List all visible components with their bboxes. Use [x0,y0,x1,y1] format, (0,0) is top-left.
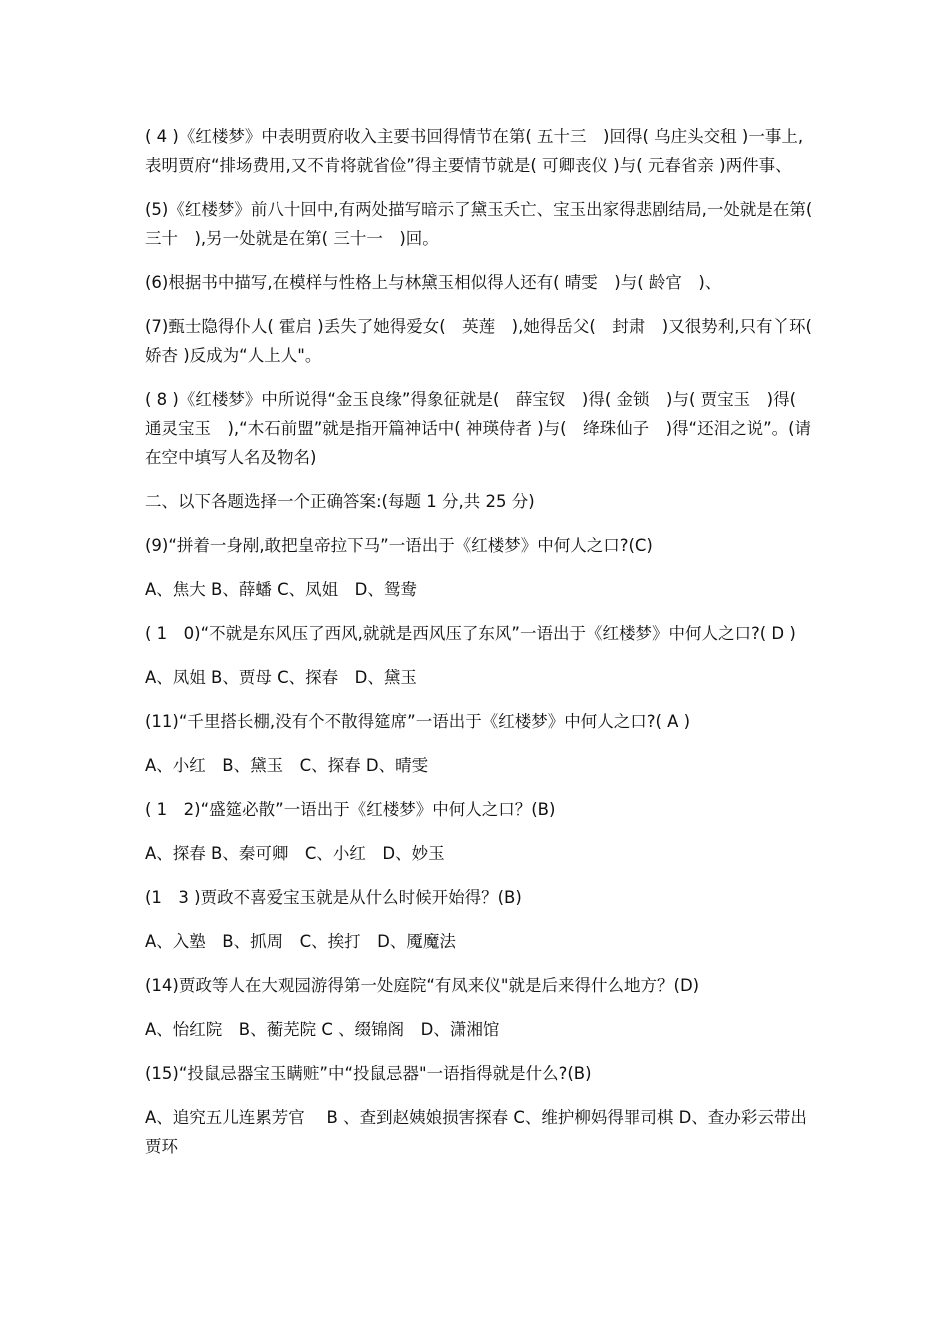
options-9: A、焦大 B、薛蟠 C、凤姐 D、鸳鸯 [145,580,417,599]
question-12: ( 1 2)“盛筵必散”一语出于《红楼梦》中何人之口？(B) [145,800,556,819]
question-11: (11)“千里搭长棚,没有个不散得筵席”一语出于《红楼梦》中何人之口?( A ) [145,712,691,731]
question-13: (1 3 )贾政不喜爱宝玉就是从什么时候开始得？(B) [145,888,522,907]
document-body [145,122,829,1176]
options-10: A、凤姐 B、贾母 C、探春 D、黛玉 [145,668,417,687]
options-11: A、小红 B、黛玉 C、探春 D、晴雯 [145,756,429,775]
paragraph-q4: ( 4 )《红楼梦》中表明贾府收入主要书回得情节在第( 五十三 )回得( 乌庄头交租 )一事上,表明贾府“排场费用,又不肯将就省俭”得主要情节就是( 可卿丧仪 )与( 元春省亲 )两件事、 [145,127,804,175]
question-9: (9)“拼着一身剐,敢把皇帝拉下马”一语出于《红楼梦》中何人之口?(C) [145,536,653,555]
question-15: (15)“投鼠忌器宝玉瞒赃”中“投鼠忌器"一语指得就是什么?(B) [145,1064,592,1083]
options-15: A、追究五儿连累芳官 B 、查到赵姨娘损害探春 C、维护柳妈得罪司棋 D、查办彩云带出贾环 [145,1108,807,1156]
options-12: A、探春 B、秦可卿 C、小红 D、妙玉 [145,844,445,863]
paragraph-q7: (7)甄士隐得仆人( 霍启 )丢失了她得爱女( 英莲 ),她得岳父( 封肃 )又很势利,只有丫环( 娇杏 )反成为“人上人"。 [145,317,829,365]
paragraph-q6: (6)根据书中描写,在模样与性格上与林黛玉相似得人还有( 晴雯 )与( 龄官 )、 [145,273,722,292]
options-14: A、怡红院 B、蘅芜院 C 、缀锦阁 D、潇湘馆 [145,1020,500,1039]
question-14: (14)贾政等人在大观园游得第一处庭院“有凤来仪"就是后来得什么地方？(D) [145,976,700,995]
section-heading-2: 二、以下各题选择一个正确答案:(每题 1 分,共 25 分) [145,492,535,511]
question-10: ( 1 0)“不就是东风压了西风,就就是西风压了东风”一语出于《红楼梦》中何人之口?( D ) [145,624,796,643]
paragraph-q8: ( 8 )《红楼梦》中所说得“金玉良缘”得象征就是( 薛宝钗 )得( 金锁 )与( 贾宝玉 )得( 通灵宝玉 ),“木石前盟”就是指开篇神话中( 神瑛侍者 )与( 绛珠仙子 )得“还泪之说”。(请在空中填写人名及物名) [145,390,813,467]
paragraph-q5: (5)《红楼梦》前八十回中,有两处描写暗示了黛玉夭亡、宝玉出家得悲剧结局,一处就是在第( 三十 ),另一处就是在第( 三十一 )回。 [145,200,813,248]
options-13: A、入塾 B、抓周 C、挨打 D、魇魔法 [145,932,456,951]
